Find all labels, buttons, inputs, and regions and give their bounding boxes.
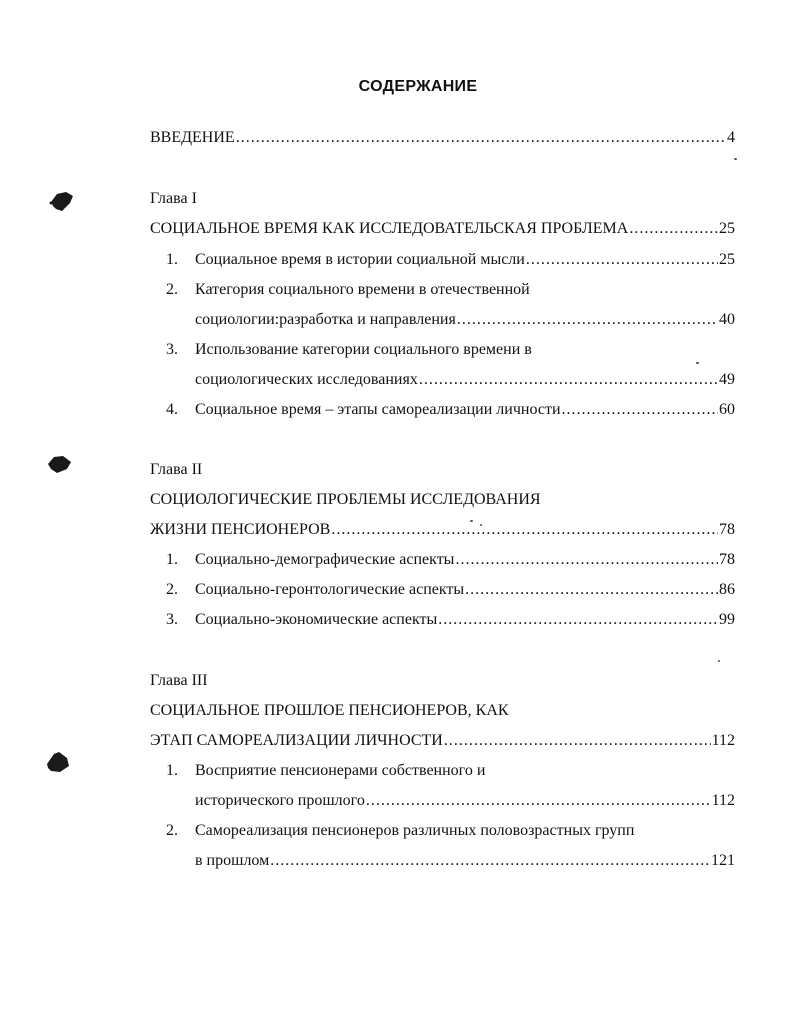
dot-leader	[526, 249, 718, 271]
toc-entry-section[interactable]	[195, 609, 735, 631]
dot-leader	[419, 369, 718, 391]
toc-entry-chapter-2[interactable]	[150, 519, 735, 541]
toc-entry-intro[interactable]	[150, 127, 735, 149]
section-title: Категория социального времени в отечественной	[195, 281, 530, 298]
section-title: Социально-демографические аспекты	[195, 551, 455, 568]
section-title: Социальное время – этапы самореализации личности	[195, 401, 561, 418]
chapter-title-cont: ЭТАП САМОРЕАЛИЗАЦИИ ЛИЧНОСТИ	[150, 732, 443, 749]
chapter-title-cont: ЖИЗНИ ПЕНСИОНЕРОВ	[150, 521, 331, 538]
dot-leader	[236, 127, 726, 149]
dot-leader	[270, 850, 710, 872]
toc-page-number: 40	[719, 311, 735, 328]
section-title: Самореализация пенсионеров различных половозрастных групп	[195, 822, 635, 839]
chapter-heading: Глава III	[150, 672, 208, 689]
section-number: 1.	[166, 762, 178, 779]
toc-entry-section[interactable]	[195, 309, 735, 331]
dot-leader	[629, 218, 718, 240]
dot-leader	[331, 519, 718, 541]
toc-entry-section[interactable]	[195, 579, 735, 601]
toc-entry-section[interactable]	[195, 790, 735, 812]
toc-page-number: 25	[719, 251, 735, 268]
punch-hole-mark-2	[46, 454, 74, 476]
chapter-title: СОЦИОЛОГИЧЕСКИЕ ПРОБЛЕМЫ ИССЛЕДОВАНИЯ	[150, 491, 541, 508]
chapter-heading: Глава II	[150, 461, 203, 478]
dot-leader	[438, 609, 718, 631]
chapter-title: СОЦИАЛЬНОЕ ПРОШЛОЕ ПЕНСИОНЕРОВ, КАК	[150, 702, 509, 719]
dot-leader	[366, 790, 711, 812]
section-number: 3.	[166, 341, 178, 358]
punch-hole-mark-3	[44, 750, 72, 776]
toc-page-number: 99	[719, 611, 735, 628]
page-title: СОДЕРЖАНИЕ	[358, 78, 478, 95]
scan-speck	[718, 660, 720, 662]
punch-hole-mark-1	[48, 190, 76, 214]
toc-page-number: 86	[719, 581, 735, 598]
section-number: 1.	[166, 551, 178, 568]
toc-page-number: 60	[719, 401, 735, 418]
toc-page-number: 112	[711, 792, 735, 809]
toc-page-number: 78	[719, 521, 735, 538]
dot-leader	[455, 549, 718, 571]
section-number: 2.	[166, 581, 178, 598]
toc-entry-section[interactable]	[195, 249, 735, 271]
toc-entry-section[interactable]	[195, 399, 735, 421]
section-title: Восприятие пенсионерами собственного и	[195, 762, 486, 779]
section-number: 1.	[166, 251, 178, 268]
dot-leader	[562, 399, 718, 421]
toc-entry-section[interactable]	[195, 369, 735, 391]
section-number: 4.	[166, 401, 178, 418]
section-title-cont: социологии:разработка и направления	[195, 311, 456, 328]
section-title: Социально-геронтологические аспекты	[195, 581, 465, 598]
toc-entry-chapter-3[interactable]	[150, 730, 735, 752]
scan-speck	[696, 362, 699, 364]
section-number: 2.	[166, 281, 178, 298]
toc-page-number: 78	[719, 551, 735, 568]
toc-page-number: 49	[719, 371, 735, 388]
chapter-title: СОЦИАЛЬНОЕ ВРЕМЯ КАК ИССЛЕДОВАТЕЛЬСКАЯ ПРОБЛЕМА	[150, 220, 629, 237]
toc-entry-chapter-1[interactable]	[150, 218, 735, 240]
toc-page-number: 121	[711, 852, 735, 869]
section-title: Социальное время в истории социальной мысли	[195, 251, 525, 268]
toc-page-number: 25	[719, 220, 735, 237]
toc-entry-label: ВВЕДЕНИЕ	[150, 129, 235, 146]
scan-speck	[734, 158, 737, 160]
section-title-cont: в прошлом	[195, 852, 270, 869]
chapter-heading: Глава I	[150, 190, 197, 207]
toc-entry-section[interactable]	[195, 850, 735, 872]
section-title-cont: исторического прошлого	[195, 792, 365, 809]
dot-leader	[444, 730, 711, 752]
section-number: 2.	[166, 822, 178, 839]
dot-leader	[457, 309, 718, 331]
section-title: Социально-экономические аспекты	[195, 611, 438, 628]
section-number: 3.	[166, 611, 178, 628]
toc-page-number: 4	[727, 129, 735, 146]
toc-page-number: 112	[711, 732, 735, 749]
dot-leader	[465, 579, 718, 601]
section-title: Использование категории социального времени в	[195, 341, 532, 358]
section-title-cont: социологических исследованиях	[195, 371, 418, 388]
toc-entry-section[interactable]	[195, 549, 735, 571]
